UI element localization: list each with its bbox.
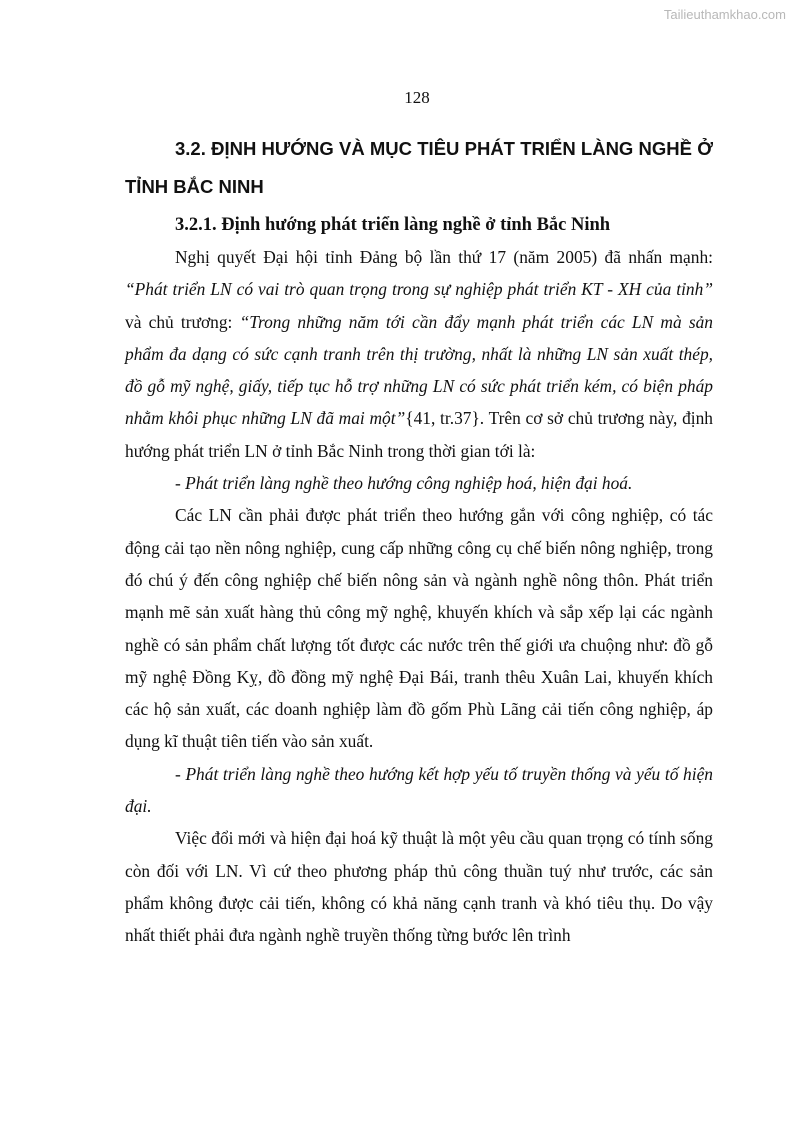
paragraph-2: - Phát triển làng nghề theo hướng công nghiệp hoá, hiện đại hoá. [175,473,633,494]
page-number: 128 [404,88,430,107]
paragraph-5: Việc đổi mới và hiện đại hoá kỹ thuật là một yêu cầu quan trọng có tính sống còn đối với LN. Vì cứ theo phương pháp thủ công thuần tuý như trước, các sản phẩm không được cải tiến, không có khả năng cạnh tranh và khó tiêu thụ. Do vậy nhất thiết phải đưa ngành nghề truyền thống từng bước lên trình [125,828,713,946]
paragraph-1 [125,241,713,467]
paragraph-1-quote-2: “Trong những năm tới cần đẩy mạnh phát triển các LN mà sản phẩm đa dạng có sức cạnh tranh trên thị trường, nhất là những LN sản xuất thép, đồ gỗ mỹ nghệ, giấy, tiếp tục hỗ trợ những LN có sức phát triển kém, có biện pháp nhằm khôi phục những LN đã mai một” [125,311,713,429]
watermark: Tailieuthamkhao.com [663,7,786,22]
section-title: 3.2. ĐỊNH HƯỚNG VÀ MỤC TIÊU PHÁT TRIỂN LÀNG NGHỀ Ở TỈNH BẮC NINH [125,138,713,197]
paragraph-1-text-a: Nghị quyết Đại hội tỉnh Đảng bộ lần thứ 17 (năm 2005) đã nhấn mạnh: [175,247,713,267]
paragraph-1-quote-1: “Phát triển LN có vai trò quan trọng trong sự nghiệp phát triển KT - XH của tỉnh” [125,279,713,300]
document-body [125,130,713,952]
paragraph-1-text-e: {41, tr.37}. Trên cơ sở chủ trương này, định hướng phát triển LN ở tỉnh Bắc Ninh trong thời gian tới là: [125,408,714,461]
subsection-title: 3.2.1. Định hướng phát triển làng nghề ở tỉnh Bắc Ninh [175,215,611,235]
paragraph-1-text-c: và chủ trương: [125,311,240,332]
paragraph-4: - Phát triển làng nghề theo hướng kết hợp yếu tố truyền thống và yếu tố hiện đại. [125,763,713,817]
paragraph-3: Các LN cần phải được phát triển theo hướng gắn với công nghiệp, có tác động cải tạo nền nông nghiệp, cung cấp những công cụ chế biến nông nghiệp, trong đó chú ý đến công nghiệp chế biến nông sản và ngành nghề nông thôn. Phát triển mạnh mẽ sản xuất hàng thủ công mỹ nghệ, khuyến khích và sắp xếp lại các ngành nghề có sản phẩm chất lượng tốt được các nước trên thế giới ưa chuộng như: đồ gỗ mỹ nghệ Đồng Kỵ, đồ đồng mỹ nghệ Đại Bái, tranh thêu Xuân Lai, khuyến khích các hộ sản xuất, các doanh nghiệp làm đồ gốm Phù Lãng cải tiến công nghiệp, áp dụng kĩ thuật tiên tiến vào sản xuất. [125,505,713,752]
